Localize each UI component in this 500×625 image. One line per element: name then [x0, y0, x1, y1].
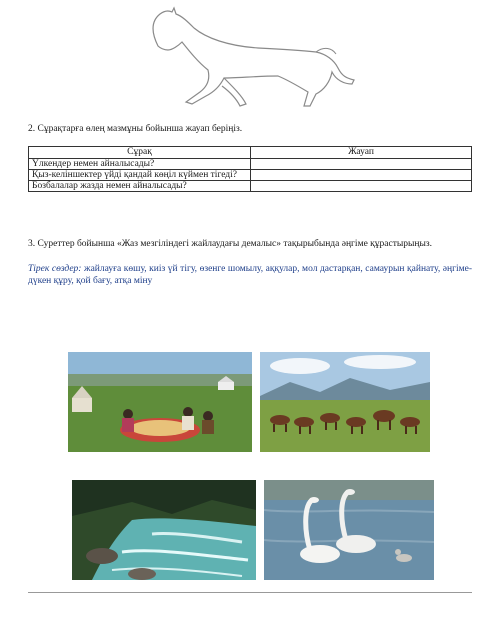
keywords-paragraph	[28, 263, 472, 287]
question-cell: Бозбалалар жазда немен айналысады?	[29, 181, 251, 192]
column-header-question: Сұрақ	[29, 147, 251, 159]
yurt-feast-photo	[68, 352, 252, 452]
question-answer-table	[28, 146, 472, 192]
task3-heading: 3. Суреттер бойынша «Жаз мезгіліндегі жайлаудағы демалыс» тақырыбында әңгіме құрастырыңыз.	[28, 239, 432, 249]
swans-lake-photo	[264, 480, 434, 580]
table-row	[29, 170, 472, 181]
answer-cell[interactable]	[251, 159, 472, 170]
table-row	[29, 181, 472, 192]
answer-cell[interactable]	[251, 170, 472, 181]
answer-cell[interactable]	[251, 181, 472, 192]
table-header-row	[29, 147, 472, 159]
task2-heading: 2. Сұрақтарға өлең мазмұны бойынша жауап беріңіз.	[28, 124, 243, 134]
keywords-label: Тірек сөздер:	[28, 264, 82, 274]
horse-line-drawing	[138, 6, 360, 110]
mountain-river-photo	[72, 480, 256, 580]
table-row	[29, 159, 472, 170]
page-divider	[28, 592, 472, 593]
question-cell: Қыз-келіншектер үйді қандай көңіл күймен тігеді?	[29, 170, 251, 181]
keywords-list: жайлауға көшу, киіз үй тігу, өзенге шомылу, аққулар, мол дастарқан, самаурын қайнату, әңгіме-дүкен құру, қой бағу, атқа міну	[28, 264, 472, 286]
horses-steppe-photo	[260, 352, 430, 452]
question-cell: Үлкендер немен айналысады?	[29, 159, 251, 170]
column-header-answer: Жауап	[251, 147, 472, 159]
